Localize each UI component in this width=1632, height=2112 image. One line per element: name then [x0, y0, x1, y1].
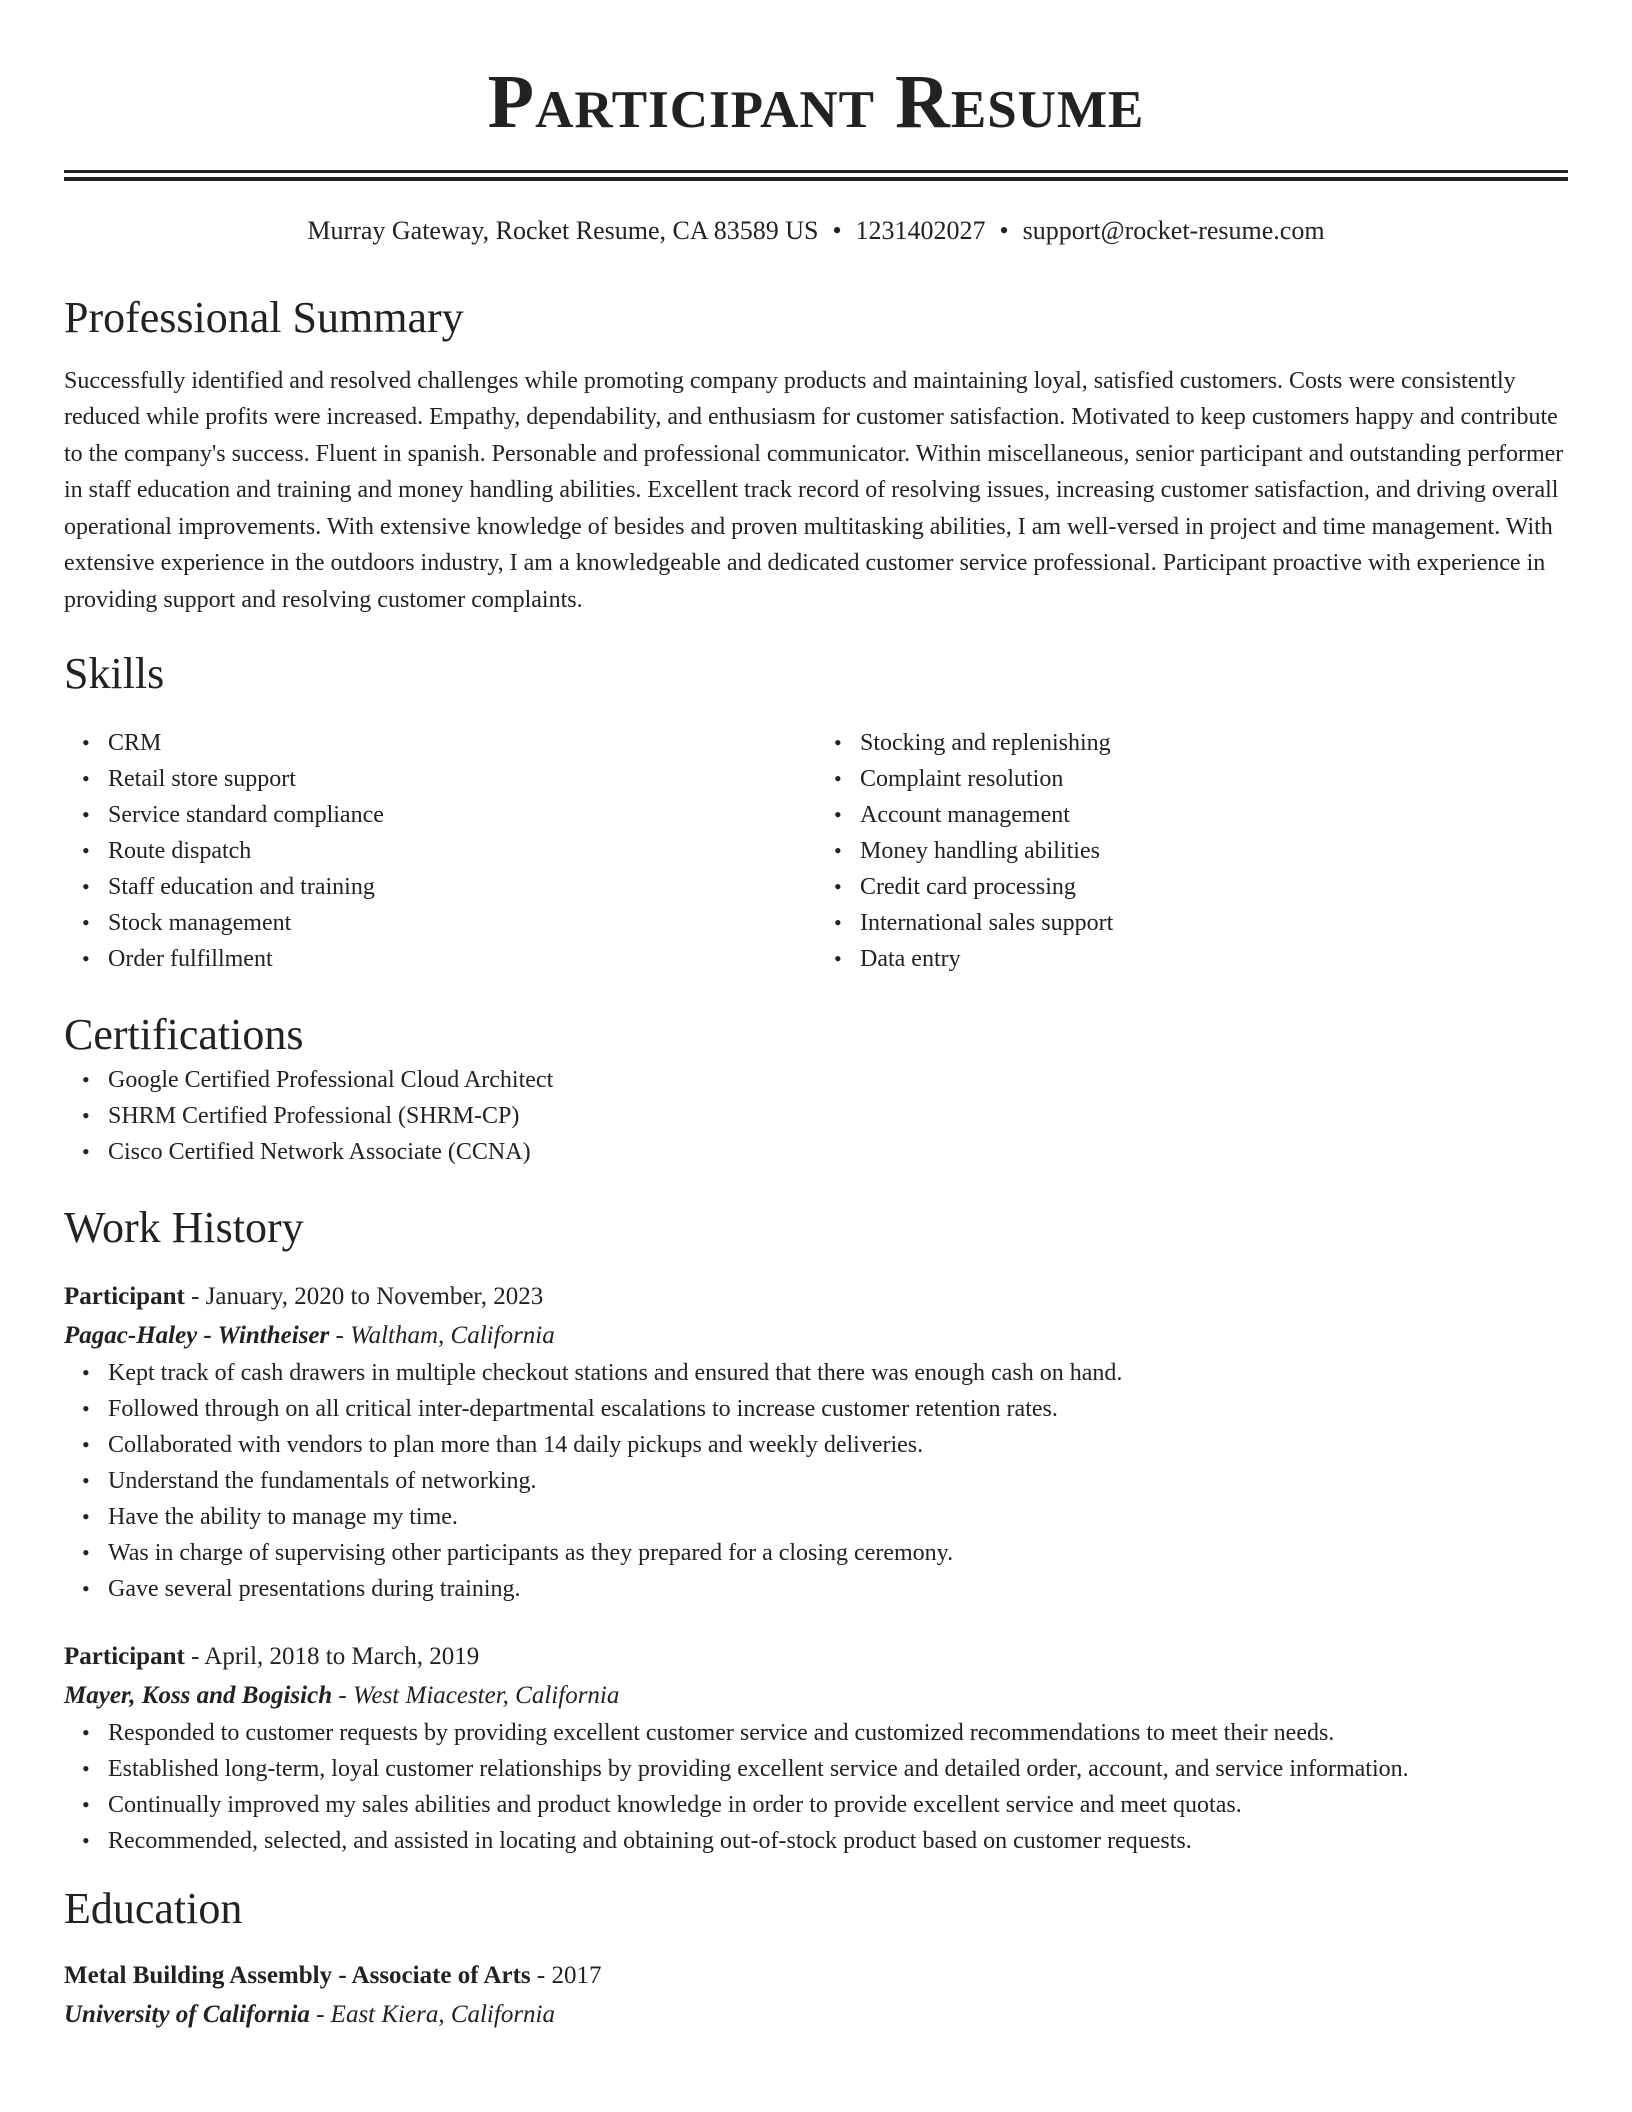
- skill-item: [82, 725, 816, 761]
- job-title: Participant: [64, 1282, 185, 1310]
- contact-line: [64, 215, 1568, 246]
- education-degree-line: [64, 1956, 1568, 1996]
- skill-item: [834, 941, 1568, 977]
- dash: -: [536, 1961, 546, 1989]
- skill-item: [82, 941, 816, 977]
- skill-label: CRM: [108, 730, 162, 757]
- job-company-line: [64, 1677, 1568, 1715]
- job-title-line: [64, 1637, 1568, 1677]
- bullet-icon: •: [834, 802, 842, 828]
- job-duty-text: Collaborated with vendors to plan more than 14 daily pickups and weekly deliveries.: [108, 1431, 924, 1458]
- skill-item: [82, 761, 816, 797]
- contact-phone: 1231402027: [855, 216, 986, 245]
- dash: -: [335, 1321, 344, 1349]
- certification-label: Cisco Certified Network Associate (CCNA): [108, 1139, 531, 1166]
- skill-item: [82, 797, 816, 833]
- contact-separator: •: [999, 216, 1009, 245]
- bullet-icon: •: [82, 874, 90, 900]
- work-history-heading: Work History: [64, 1203, 304, 1253]
- job-duties-list: [64, 1715, 1568, 1859]
- job-duty: [82, 1751, 1568, 1787]
- job-company: Pagac-Haley - Wintheiser: [64, 1321, 330, 1349]
- skill-item: [834, 869, 1568, 905]
- job-duty: [82, 1535, 1568, 1571]
- job-title-line: [64, 1277, 1568, 1317]
- education-school-line: [64, 1996, 1568, 2034]
- job-duty: [82, 1787, 1568, 1823]
- bullet-icon: •: [834, 874, 842, 900]
- skill-label: Data entry: [860, 946, 961, 973]
- skills-list-right: [816, 725, 1568, 977]
- certifications-list: [64, 1062, 1568, 1170]
- certification-item: [82, 1062, 1568, 1098]
- job-company-line: [64, 1317, 1568, 1355]
- skill-label: Credit card processing: [860, 874, 1076, 901]
- job-company: Mayer, Koss and Bogisich: [64, 1681, 333, 1709]
- bullet-icon: •: [82, 1755, 90, 1781]
- bullet-icon: •: [834, 838, 842, 864]
- bullet-icon: •: [82, 1395, 90, 1421]
- dash: -: [316, 2000, 325, 2028]
- job-dates: April, 2018 to March, 2019: [204, 1642, 480, 1670]
- bullet-icon: •: [82, 1719, 90, 1745]
- contact-email: support@rocket-resume.com: [1022, 216, 1325, 245]
- certifications-heading: Certifications: [64, 1010, 304, 1060]
- skill-label: Staff education and training: [108, 874, 375, 901]
- dash: -: [191, 1642, 200, 1670]
- education-location: East Kiera, California: [330, 2000, 556, 2028]
- bullet-icon: •: [82, 1103, 90, 1129]
- contact-address: Murray Gateway, Rocket Resume, CA 83589 US: [307, 216, 819, 245]
- dash: -: [338, 1681, 347, 1709]
- job-duty-text: Continually improved my sales abilities and product knowledge in order to provide excellent service and meet quotas.: [108, 1791, 1242, 1818]
- education-year: 2017: [551, 1961, 602, 1989]
- skill-item: [834, 725, 1568, 761]
- job-duty-text: Gave several presentations during training.: [108, 1575, 521, 1602]
- bullet-icon: •: [834, 946, 842, 972]
- contact-separator: •: [832, 216, 842, 245]
- job-duty: [82, 1499, 1568, 1535]
- skill-item: [82, 869, 816, 905]
- bullet-icon: •: [82, 1791, 90, 1817]
- bullet-icon: •: [82, 1539, 90, 1565]
- skill-item: [82, 833, 816, 869]
- job-duty-text: Have the ability to manage my time.: [108, 1503, 458, 1530]
- job-duty-text: Followed through on all critical inter-departmental escalations to increase customer retention rates.: [108, 1395, 1058, 1422]
- job-duties-list: [64, 1355, 1568, 1607]
- skill-label: Service standard compliance: [108, 802, 384, 829]
- skill-label: International sales support: [860, 910, 1114, 937]
- skill-item: [834, 761, 1568, 797]
- job-duty-text: Established long-term, loyal customer relationships by providing excellent service and detailed order, account, and service information.: [108, 1755, 1409, 1782]
- summary-heading: Professional Summary: [64, 293, 464, 343]
- bullet-icon: •: [82, 1139, 90, 1165]
- skills-grid: [64, 725, 1568, 977]
- certification-item: [82, 1134, 1568, 1170]
- bullet-icon: •: [82, 730, 90, 756]
- skills-list-left: [64, 725, 816, 977]
- bullet-icon: •: [82, 1467, 90, 1493]
- job-duty: [82, 1571, 1568, 1607]
- skill-label: Account management: [860, 802, 1070, 829]
- skill-item: [834, 797, 1568, 833]
- bullet-icon: •: [82, 1503, 90, 1529]
- bullet-icon: •: [82, 1431, 90, 1457]
- bullet-icon: •: [82, 1827, 90, 1853]
- job-duty: [82, 1823, 1568, 1859]
- job-location: West Miacester, California: [352, 1681, 620, 1709]
- bullet-icon: •: [82, 802, 90, 828]
- job-duty-text: Responded to customer requests by providing excellent customer service and customized recommendations to meet their needs.: [108, 1719, 1335, 1746]
- job-duty: [82, 1427, 1568, 1463]
- skills-heading: Skills: [64, 649, 165, 699]
- education-degree: Metal Building Assembly - Associate of Arts: [64, 1961, 531, 1989]
- bullet-icon: •: [82, 1359, 90, 1385]
- skill-item: [834, 833, 1568, 869]
- job-duty-text: Kept track of cash drawers in multiple checkout stations and ensured that there was enough cash on hand.: [108, 1359, 1123, 1386]
- skill-label: Route dispatch: [108, 838, 252, 865]
- certification-label: SHRM Certified Professional (SHRM-CP): [108, 1103, 520, 1130]
- skill-label: Money handling abilities: [860, 838, 1100, 865]
- skill-label: Complaint resolution: [860, 766, 1064, 793]
- dash: -: [191, 1282, 200, 1310]
- bullet-icon: •: [82, 1067, 90, 1093]
- job-title: Participant: [64, 1642, 185, 1670]
- job-duty: [82, 1715, 1568, 1751]
- bullet-icon: •: [834, 910, 842, 936]
- bullet-icon: •: [82, 910, 90, 936]
- skill-item: [834, 905, 1568, 941]
- bullet-icon: •: [82, 838, 90, 864]
- job-duty: [82, 1355, 1568, 1391]
- title-double-rule: [64, 170, 1568, 181]
- skill-label: Stock management: [108, 910, 292, 937]
- skill-item: [82, 905, 816, 941]
- education-heading: Education: [64, 1883, 243, 1933]
- job-duty-text: Recommended, selected, and assisted in locating and obtaining out-of-stock product based on customer requests.: [108, 1827, 1192, 1854]
- skills-column-left: [64, 725, 816, 977]
- job-duty-text: Was in charge of supervising other participants as they prepared for a closing ceremony.: [108, 1539, 954, 1566]
- bullet-icon: •: [82, 766, 90, 792]
- skill-label: Stocking and replenishing: [860, 730, 1111, 757]
- summary-text: Successfully identified and resolved challenges while promoting company products and maintaining loyal, satisfied customers. Costs were consistently reduced while profits were increased. Empathy, dependability, and enthusiasm for customer satisfaction. Motivated to keep customers happy and contribute to the company's success. Fluent in spanish. Personable and professional communicator. Within miscellaneous, senior participant and outstanding performer in staff education and training and money handling abilities. Excellent track record of resolving issues, increasing customer satisfaction, and driving overall operational improvements. With extensive knowledge of besides and proven multitasking abilities, I am well-versed in project and time management. With extensive experience in the outdoors industry, I am a knowledgeable and dedicated customer service professional. Participant proactive with experience in providing support and resolving customer complaints.: [64, 367, 1564, 613]
- job-duty: [82, 1391, 1568, 1427]
- certification-label: Google Certified Professional Cloud Architect: [108, 1067, 554, 1094]
- certification-item: [82, 1098, 1568, 1134]
- skill-label: Retail store support: [108, 766, 296, 793]
- job-location: Waltham, California: [350, 1321, 555, 1349]
- bullet-icon: •: [834, 730, 842, 756]
- bullet-icon: •: [82, 946, 90, 972]
- resume-title: Participant Resume: [487, 60, 1145, 144]
- job-duty-text: Understand the fundamentals of networking.: [108, 1467, 537, 1494]
- bullet-icon: •: [834, 766, 842, 792]
- bullet-icon: •: [82, 1575, 90, 1601]
- job-duty: [82, 1463, 1568, 1499]
- skill-label: Order fulfillment: [108, 946, 273, 973]
- education-school: University of California: [64, 2000, 310, 2028]
- job-dates: January, 2020 to November, 2023: [205, 1282, 544, 1310]
- skills-column-right: [816, 725, 1568, 977]
